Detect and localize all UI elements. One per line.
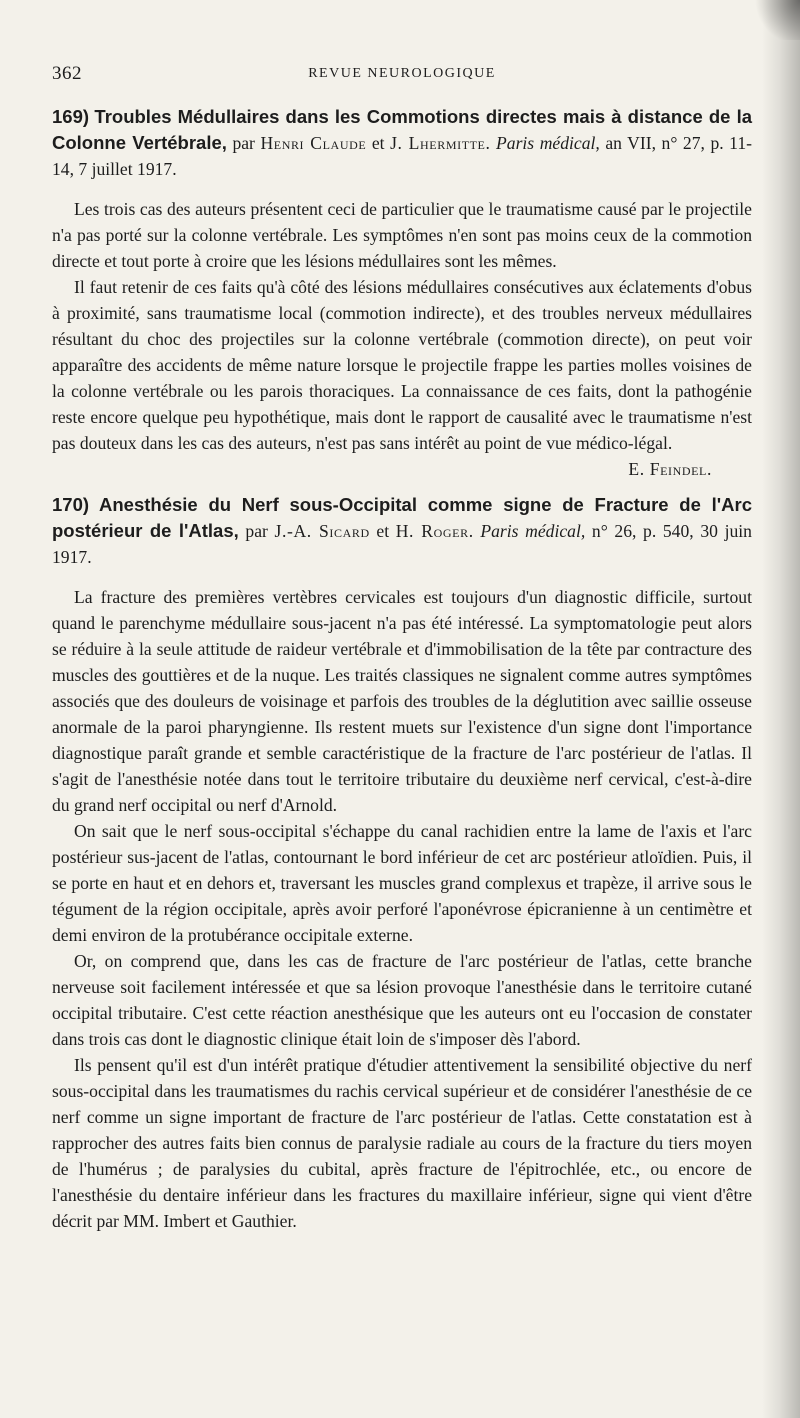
- running-title: REVUE NEUROLOGIQUE: [308, 66, 496, 81]
- page-edge-shadow: [762, 0, 800, 1418]
- article-author: J. Lhermitte.: [390, 133, 491, 153]
- article-by: par: [232, 133, 255, 153]
- citation: an VII, n° 27, p. 11-14, 7 juillet 1917.: [52, 133, 752, 179]
- citation: n° 26, p. 540, 30 juin 1917.: [52, 521, 752, 567]
- article-and: et: [371, 133, 385, 153]
- article-heading: [52, 104, 752, 182]
- article-title: Troubles Médullaires dans les Commotions directes mais à distance de la Colonne Vertébrale,: [52, 106, 752, 153]
- article-title: Anesthésie du Nerf sous-Occipital comme signe de Fracture de l'Arc postérieur de l'Atlas,: [52, 494, 752, 541]
- page-number: 362: [52, 63, 82, 84]
- paragraph: On sait que le nerf sous-occipital s'échappe du canal rachidien entre la lame de l'axis et l'arc postérieur sus-jacent de l'atlas, contournant le bord inférieur de cet arc postérieur atloïdien. Puis, il se porte en haut et en dehors et, traversant les muscles grand complexus et trapèze, il arrive sous le tégument de la région occipitale, après avoir perforé l'aponévrose épicranienne à un centimètre et demi environ de la protubérance occipitale externe.: [52, 821, 752, 945]
- paragraph: Ils pensent qu'il est d'un intérêt pratique d'étudier attentivement la sensibilité objective du nerf sous-occipital dans les traumatismes du rachis cervical supérieur et de considérer l'anesthésie de ce nerf comme un signe important de fracture de l'arc postérieur de l'atlas. Cette constatation est à rapprocher des autres faits bien connus de paralysie radiale au cours de la fracture du tiers moyen de l'humérus ; de paralysies du cubital, après fracture de l'épitrochlée, etc., ou encore de l'anesthésie du dentaire inférieur dans les fractures du maxillaire inférieur, signe qui vient d'être décrit par MM. Imbert et Gauthier.: [52, 1055, 752, 1231]
- paragraph: La fracture des premières vertèbres cervicales est toujours d'un diagnostic difficile, surtout quand le parenchyme médullaire sous-jacent n'a pas été intéressé. La symptomatologie peut alors se réduire à la seule attitude de raideur vertébrale et d'immobilisation de la tête par contracture des muscles des gouttières et de la nuque. Les traités classiques ne signalent comme autres symptômes associés que des douleurs de voisinage et parfois des troubles de la déglutition avec saillie osseuse anormale de la paroi pharyngienne. Ils restent muets sur l'existence d'un signe dont l'importance diagnostique paraît grande et semble caractéristique de la fracture de l'arc postérieur de l'atlas. Il s'agit de l'anesthésie notée dans tout le territoire tributaire du deuxième nerf cervical, c'est-à-dire du grand nerf occipital ou nerf d'Arnold.: [52, 587, 752, 815]
- signature: E. Feindel.: [628, 459, 712, 479]
- article-author: Henri Claude: [260, 133, 367, 153]
- article-author: J.-A. Sicard: [274, 521, 370, 541]
- journal-name: Paris médical,: [480, 521, 586, 541]
- article-and: et: [376, 521, 390, 541]
- article-author: H. Roger.: [395, 521, 474, 541]
- signature-row: [52, 456, 752, 482]
- journal-name: Paris médical,: [496, 133, 600, 153]
- article-169: [52, 104, 752, 482]
- paragraph: Les trois cas des auteurs présentent ceci de particulier que le traumatisme causé par le projectile n'a pas porté sur la colonne vertébrale. Les symptômes n'en sont pas moins ceux de la commotion directe et tout porte à croire que les lésions médullaires sont les mêmes.: [52, 199, 752, 271]
- article-by: par: [245, 521, 268, 541]
- article-number: 169): [52, 106, 90, 127]
- article-heading: [52, 492, 752, 570]
- article-170: [52, 492, 752, 1234]
- paragraph: Il faut retenir de ces faits qu'à côté des lésions médullaires consécutives aux éclatements d'obus à proximité, sans traumatisme local (commotion indirecte), et des troubles nerveux médullaires résultant du choc des projectiles sur la colonne vertébrale (commotion directe), on peut voir apparaître des accidents de même nature lorsque le projectile frappe les parties molles voisines de la colonne vertébrale ou les parois thoraciques. La connaissance de ces faits, dont la pathogénie reste encore quelque peu hypothétique, mais dont le rapport de causalité avec le traumatisme n'est pas douteux dans les cas des auteurs, n'est pas sans intérêt au point de vue médico-légal.: [52, 277, 752, 453]
- page-header: [52, 63, 752, 87]
- page-corner-shadow: [750, 0, 800, 40]
- paragraph: Or, on comprend que, dans les cas de fracture de l'arc postérieur de l'atlas, cette branche nerveuse soit facilement intéressée et que sa lésion provoque l'anesthésie dans le territoire cutané occipital tributaire. C'est cette réaction anesthésique que les auteurs ont eu l'occasion de constater dans trois cas dont le diagnostic clinique était loin de s'imposer dès l'abord.: [52, 951, 752, 1049]
- article-number: 170): [52, 494, 90, 515]
- page-body: [52, 104, 752, 1244]
